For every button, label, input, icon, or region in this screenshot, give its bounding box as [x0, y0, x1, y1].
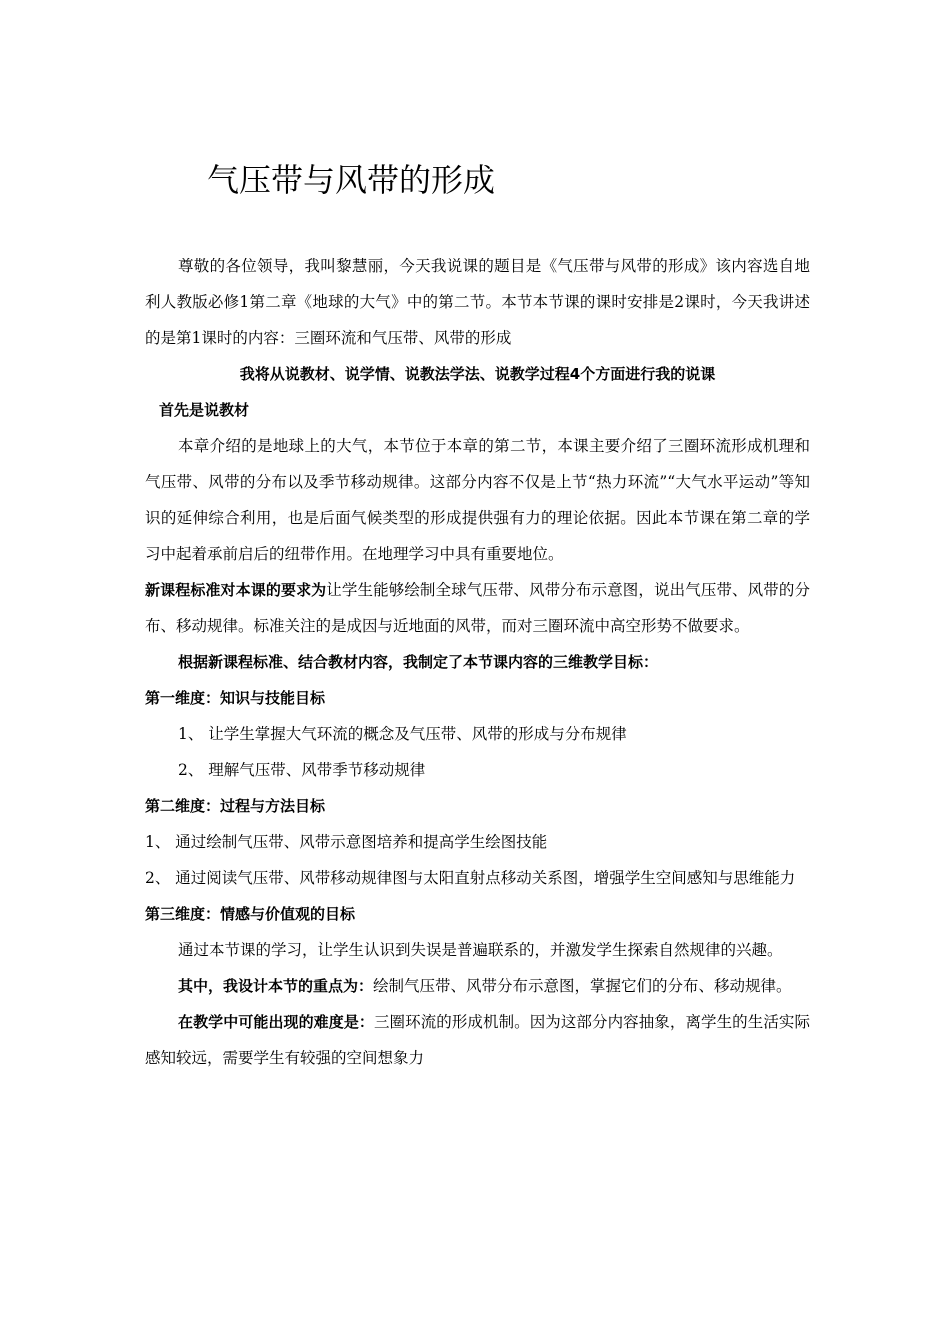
key-point-label: 其中，我设计本节的重点为：: [178, 977, 374, 995]
dimension-1-item: 1、 让学生掌握大气环流的概念及气压带、风带的形成与分布规律: [178, 725, 627, 743]
standard-label: 新课程标准对本课的要求为: [145, 581, 327, 599]
dimension-2-item: 1、 通过绘制气压带、风带示意图培养和提高学生绘图技能: [145, 833, 548, 851]
intro-paragraph: 尊敬的各位领导，我叫黎慧丽，今天我说课的题目是《气压带与风带的形成》该内容选自地利人教版必修1第二章《地球的大气》中的第二节。本节本节课的课时安排是2课时，今天我讲述的是第1课时的内容：三圈环流和气压带、风带的形成: [145, 257, 810, 347]
dimension-3-title: 第三维度：情感与价值观的目标: [145, 905, 356, 923]
difficulty-paragraph: [145, 1004, 810, 1076]
dimension-2-item: 2、 通过阅读气压带、风带移动规律图与太阳直射点移动关系图，增强学生空间感知与思维能力: [145, 869, 796, 887]
textbook-paragraph: 本章介绍的是地球上的大气，本节位于本章的第二节，本课主要介绍了三圈环流形成机理和气压带、风带的分布以及季节移动规律。这部分内容不仅是上节“热力环流”“大气水平运动”等知识的延伸综合利用，也是后面气候类型的形成提供强有力的理论依据。因此本节课在第二章的学习中起着承前启后的纽带作用。在地理学习中具有重要地位。: [145, 437, 810, 563]
difficulty-text: 三圈环流的形成机制。因为这部分内容抽象，离学生的生活实际感知较远，需要学生有较强的空间想象力: [145, 1013, 810, 1067]
standard-text: 让学生能够绘制全球气压带、风带分布示意图，说出气压带、风带的分布、移动规律。标准关注的是成因与近地面的风带，而对三圈环流中高空形势不做要求。: [145, 581, 810, 635]
key-point-paragraph: [145, 968, 810, 1004]
outline-heading: 我将从说教材、说学情、说教法学法、说教学过程4个方面进行我的说课: [239, 365, 716, 383]
document-title: 气压带与风带的形成: [207, 161, 496, 199]
dimension-3-text: 通过本节课的学习，让学生认识到失误是普遍联系的，并激发学生探索自然规律的兴趣。: [178, 941, 783, 959]
document-body: [145, 248, 810, 1076]
goals-intro: 根据新课程标准、结合教材内容，我制定了本节课内容的三维教学目标：: [178, 653, 659, 671]
section-textbook-heading: 首先是说教材: [159, 401, 250, 419]
key-point-text: 绘制气压带、风带分布示意图，掌握它们的分布、移动规律。: [373, 977, 792, 995]
dimension-2-title: 第二维度：过程与方法目标: [145, 797, 326, 815]
dimension-1-item: 2、 理解气压带、风带季节移动规律: [178, 761, 426, 779]
standard-paragraph: [145, 572, 810, 644]
dimension-1-title: 第一维度：知识与技能目标: [145, 689, 326, 707]
difficulty-label: 在教学中可能出现的难度是：: [178, 1013, 374, 1031]
